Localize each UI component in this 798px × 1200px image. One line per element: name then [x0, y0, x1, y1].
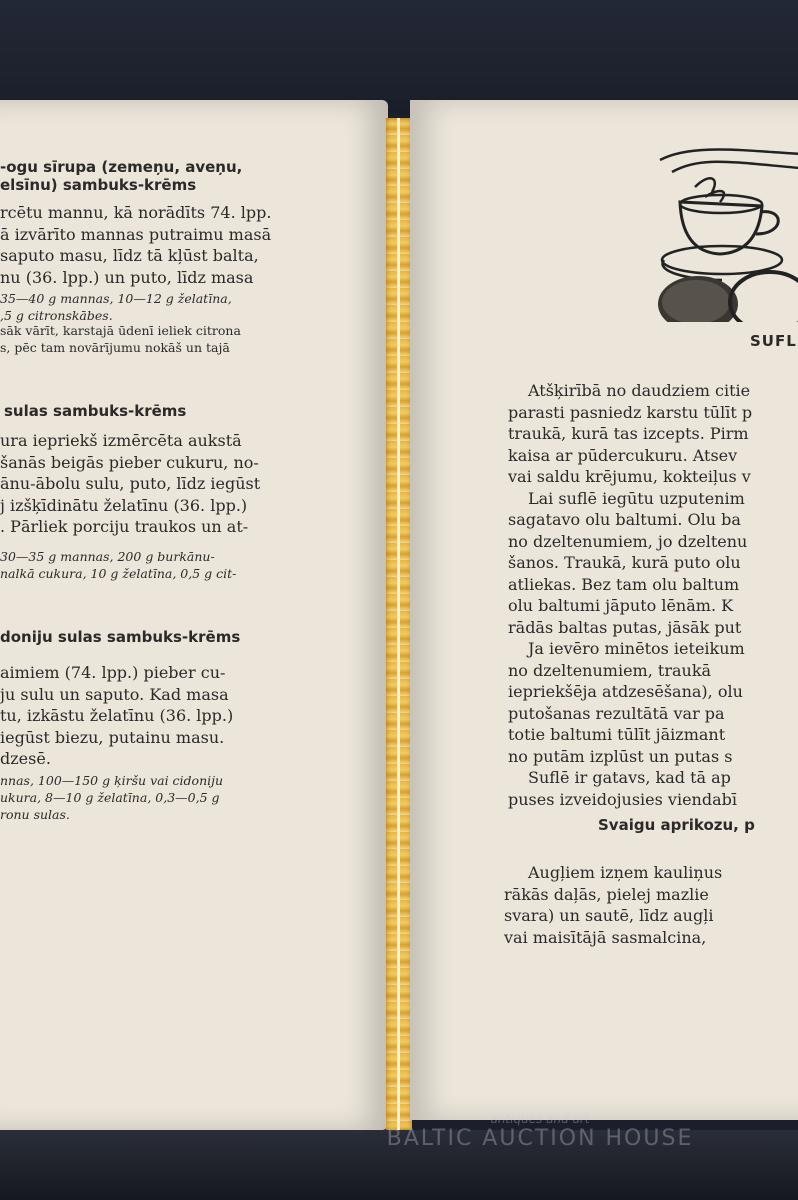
background-top	[0, 0, 798, 115]
section1-body-line: ā izvārīto mannas putraimu masā	[0, 224, 272, 244]
section-body-line: Augļiem izņem kauliņus	[528, 863, 723, 882]
section1-body-line: rcētu mannu, kā norādīts 74. lpp.	[0, 203, 272, 222]
chapter-body-line: putošanas rezultātā var pa	[508, 703, 725, 723]
section-body-line: rākās daļās, pielej mazlie	[504, 884, 709, 904]
section3-ingredient-line: ronu sulas.	[0, 807, 70, 822]
chapter-body-line: no putām izplūst un putas s	[508, 746, 733, 766]
section1-ingredients	[0, 290, 232, 324]
chapter-body-line: traukā, kurā tas izcepts. Pirm	[508, 424, 749, 443]
section3-body-line: aimiem (74. lpp.) pieber cu-	[0, 663, 226, 682]
section1-body-line: nu (36. lpp.) un puto, līdz masa	[0, 267, 254, 287]
chapter-body-line: vai saldu krējumu, kokteiļus v	[508, 467, 751, 486]
section1-body	[0, 202, 271, 288]
section-body-line: svara) un sautē, līdz augļi	[504, 906, 714, 925]
chapter-body-line: Suflē ir gatavs, kad tā ap	[528, 768, 731, 787]
section1-body-line: saputo masu, līdz tā kļūst balta,	[0, 246, 259, 265]
chapter-body-line: atliekas. Bez tam olu baltum	[508, 574, 740, 594]
section2-ingredient-line: nalkā cukura, 10 g želatīna, 0,5 g cit-	[0, 566, 237, 581]
section3-body-line: tu, izkāstu želatīnu (36. lpp.)	[0, 706, 234, 725]
chapter-body-line: totie baltumi tūlīt jāizmant	[508, 725, 726, 744]
section2-body-line: šanās beigās pieber cukuru, no-	[0, 452, 259, 472]
section-body	[504, 862, 722, 948]
section-title: Svaigu aprikozu, p	[598, 816, 755, 834]
chapter-body-line: iepriekšēja atdzesēšana), olu	[508, 682, 743, 701]
chapter-body	[508, 380, 752, 810]
section3-body	[0, 662, 233, 770]
spine-gutter	[397, 118, 400, 1130]
section1-title-line: elsīnu) sambuks-krēms	[0, 176, 197, 194]
section3-body-line: iegūst biezu, putainu masu.	[0, 727, 225, 747]
chapter-body-line: puses izveidojusies viendabī	[508, 789, 737, 809]
section3-body-line: dzesē.	[0, 749, 51, 768]
chapter-body-line: Ja ievēro minētos ieteikum	[528, 639, 745, 658]
section2-ingredients	[0, 548, 236, 582]
chapter-body-line: olu baltumi jāputo lēnām. K	[508, 596, 734, 615]
section-body-line: vai maisītājā sasmalcina,	[504, 927, 707, 947]
section2-body	[0, 430, 260, 538]
chapter-body-line: rādās baltas putas, jāsāk put	[508, 617, 742, 637]
section3-title: doniju sulas sambuks-krēms	[0, 628, 241, 646]
chapter-body-line: sagatavo olu baltumi. Olu ba	[508, 510, 741, 529]
coffee-cup-and-eggs-icon	[650, 142, 798, 322]
section2-ingredient-line: 30—35 g mannas, 200 g burkānu-	[0, 549, 215, 564]
section3-ingredient-line: nnas, 100—150 g ķiršu vai cidoniju	[0, 773, 224, 788]
section3-ingredients	[0, 772, 223, 823]
section1-note	[0, 322, 241, 356]
watermark-brand: BALTIC AUCTION HOUSE	[386, 1126, 694, 1151]
right-page	[410, 100, 798, 1120]
section1-ingredient-line: 35—40 g mannas, 10—12 g želatīna,	[0, 291, 232, 306]
section1-ingredient-line: ,5 g citronskābes.	[0, 308, 113, 323]
chapter-body-line: Atšķirībā no daudziem citie	[528, 381, 751, 400]
chapter-body-line: no dzeltenumiem, traukā	[508, 660, 712, 680]
left-page	[0, 100, 388, 1130]
chapter-title: SUFL	[750, 332, 797, 350]
chapter-body-line: no dzeltenumiem, jo dzeltenu	[508, 531, 748, 551]
section3-ingredient-line: ukura, 8—10 g želatīna, 0,3—0,5 g	[0, 790, 220, 805]
watermark-tagline: antiques and art	[490, 1112, 590, 1126]
section2-body-line: ānu-ābolu sulu, puto, līdz iegūst	[0, 474, 261, 493]
chapter-body-line: kaisa ar pūdercukuru. Atsev	[508, 445, 738, 465]
chapter-body-line: parasti pasniedz karstu tūlīt p	[508, 402, 753, 422]
chapter-body-line: šanos. Traukā, kurā puto olu	[508, 553, 741, 572]
auction-house-watermark	[330, 1112, 750, 1172]
section2-title: sulas sambuks-krēms	[4, 402, 187, 420]
section1-note-line: sāk vārīt, karstajā ūdenī ieliek citrona	[0, 323, 241, 338]
section3-body-line: ju sulu un saputo. Kad masa	[0, 684, 229, 704]
section1-note-line: s, pēc tam novārījumu nokāš un tajā	[0, 340, 230, 355]
section2-body-line: . Pārliek porciju traukos un at-	[0, 517, 249, 536]
chapter-body-line: Lai suflē iegūtu uzputenim	[528, 488, 745, 508]
section2-body-line: j izšķīdinātu želatīnu (36. lpp.)	[0, 495, 248, 515]
section1-title-line: -ogu sīrupa (zemeņu, aveņu,	[0, 158, 243, 176]
section1-title	[0, 158, 242, 194]
section2-body-line: ura iepriekš izmērcēta aukstā	[0, 431, 242, 450]
